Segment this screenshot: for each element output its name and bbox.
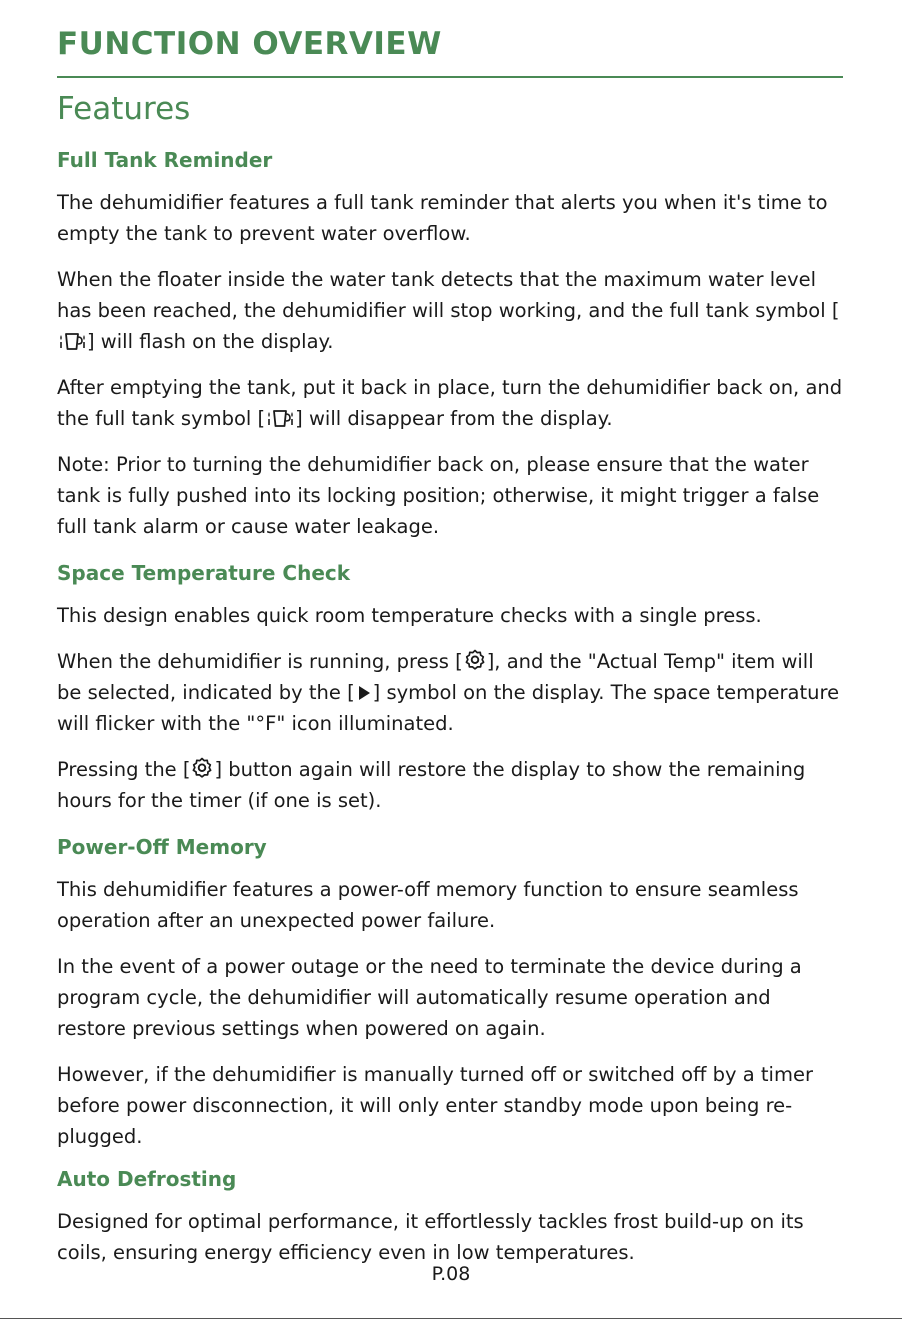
text-segment: Pressing the [ xyxy=(57,758,191,781)
full-tank-icon xyxy=(57,330,87,352)
text-segment: ] button again will restore the display to show the remaining hours for the timer (if one is set). xyxy=(57,758,806,812)
power-off-paragraph-1: This dehumidifier features a power-off memory function to ensure seamless operation after an unexpected power failure. xyxy=(57,878,799,932)
text-segment: After emptying the tank, put it back in place, turn the dehumidifier back on, and the full tank symbol [ xyxy=(57,376,843,430)
page-number: P.08 xyxy=(431,1263,471,1285)
full-tank-paragraph-2 xyxy=(57,264,843,357)
text-segment: When the floater inside the water tank detects that the maximum water level has been reached, the dehumidifier will stop working, and the full tank symbol [ xyxy=(57,268,840,322)
space-temp-heading: Space Temperature Check xyxy=(57,561,351,585)
text-segment: ], and the "Actual Temp" item will be selected, indicated by the [ xyxy=(57,650,814,704)
full-tank-icon xyxy=(265,407,295,429)
note-text: : Prior to turning the dehumidifier back on, please ensure that the water tank is fully pushed into its locking position; otherwise, it might trigger a false full tank alarm or cause water leakage. xyxy=(57,453,820,538)
section-title: Features xyxy=(57,91,191,127)
auto-defrost-paragraph-1: Designed for optimal performance, it effortlessly tackles frost build-up on its coils, ensuring energy efficiency even in low temperatures. xyxy=(57,1210,804,1264)
full-tank-heading: Full Tank Reminder xyxy=(57,148,273,172)
power-off-heading: Power-Off Memory xyxy=(57,835,267,859)
title-divider xyxy=(57,76,843,78)
text-segment: ] will disappear from the display. xyxy=(295,407,613,430)
space-temp-paragraph-1: This design enables quick room temperature checks with a single press. xyxy=(57,604,762,627)
text-segment: When the dehumidifier is running, press [ xyxy=(57,650,463,673)
note-paragraph xyxy=(57,449,843,542)
play-triangle-icon xyxy=(355,683,373,703)
note-label: Note xyxy=(57,453,104,476)
full-tank-paragraph-3 xyxy=(57,372,843,434)
full-tank-paragraph-1: The dehumidifier features a full tank reminder that alerts you when it's time to empty the tank to prevent water overflow. xyxy=(57,191,828,245)
gear-button-icon xyxy=(463,648,487,672)
auto-defrost-heading: Auto Defrosting xyxy=(57,1167,237,1191)
text-segment: ] symbol on the display. The space temperature will flicker with the "°F" icon illuminated. xyxy=(57,681,840,735)
content xyxy=(57,143,843,1268)
page-bottom-divider xyxy=(0,1318,902,1319)
space-temp-paragraph-3 xyxy=(57,754,843,816)
text-segment: ] will flash on the display. xyxy=(87,330,334,353)
space-temp-paragraph-2 xyxy=(57,646,843,739)
page-title: FUNCTION OVERVIEW xyxy=(57,26,442,62)
power-off-paragraph-2: In the event of a power outage or the need to terminate the device during a program cycle, the dehumidifier will automatically resume operation and restore previous settings when powered on again. xyxy=(57,955,802,1040)
power-off-paragraph-3: However, if the dehumidifier is manually turned off or switched off by a timer before power disconnection, it will only enter standby mode upon being re-plugged. xyxy=(57,1063,813,1148)
gear-button-icon xyxy=(190,756,214,780)
